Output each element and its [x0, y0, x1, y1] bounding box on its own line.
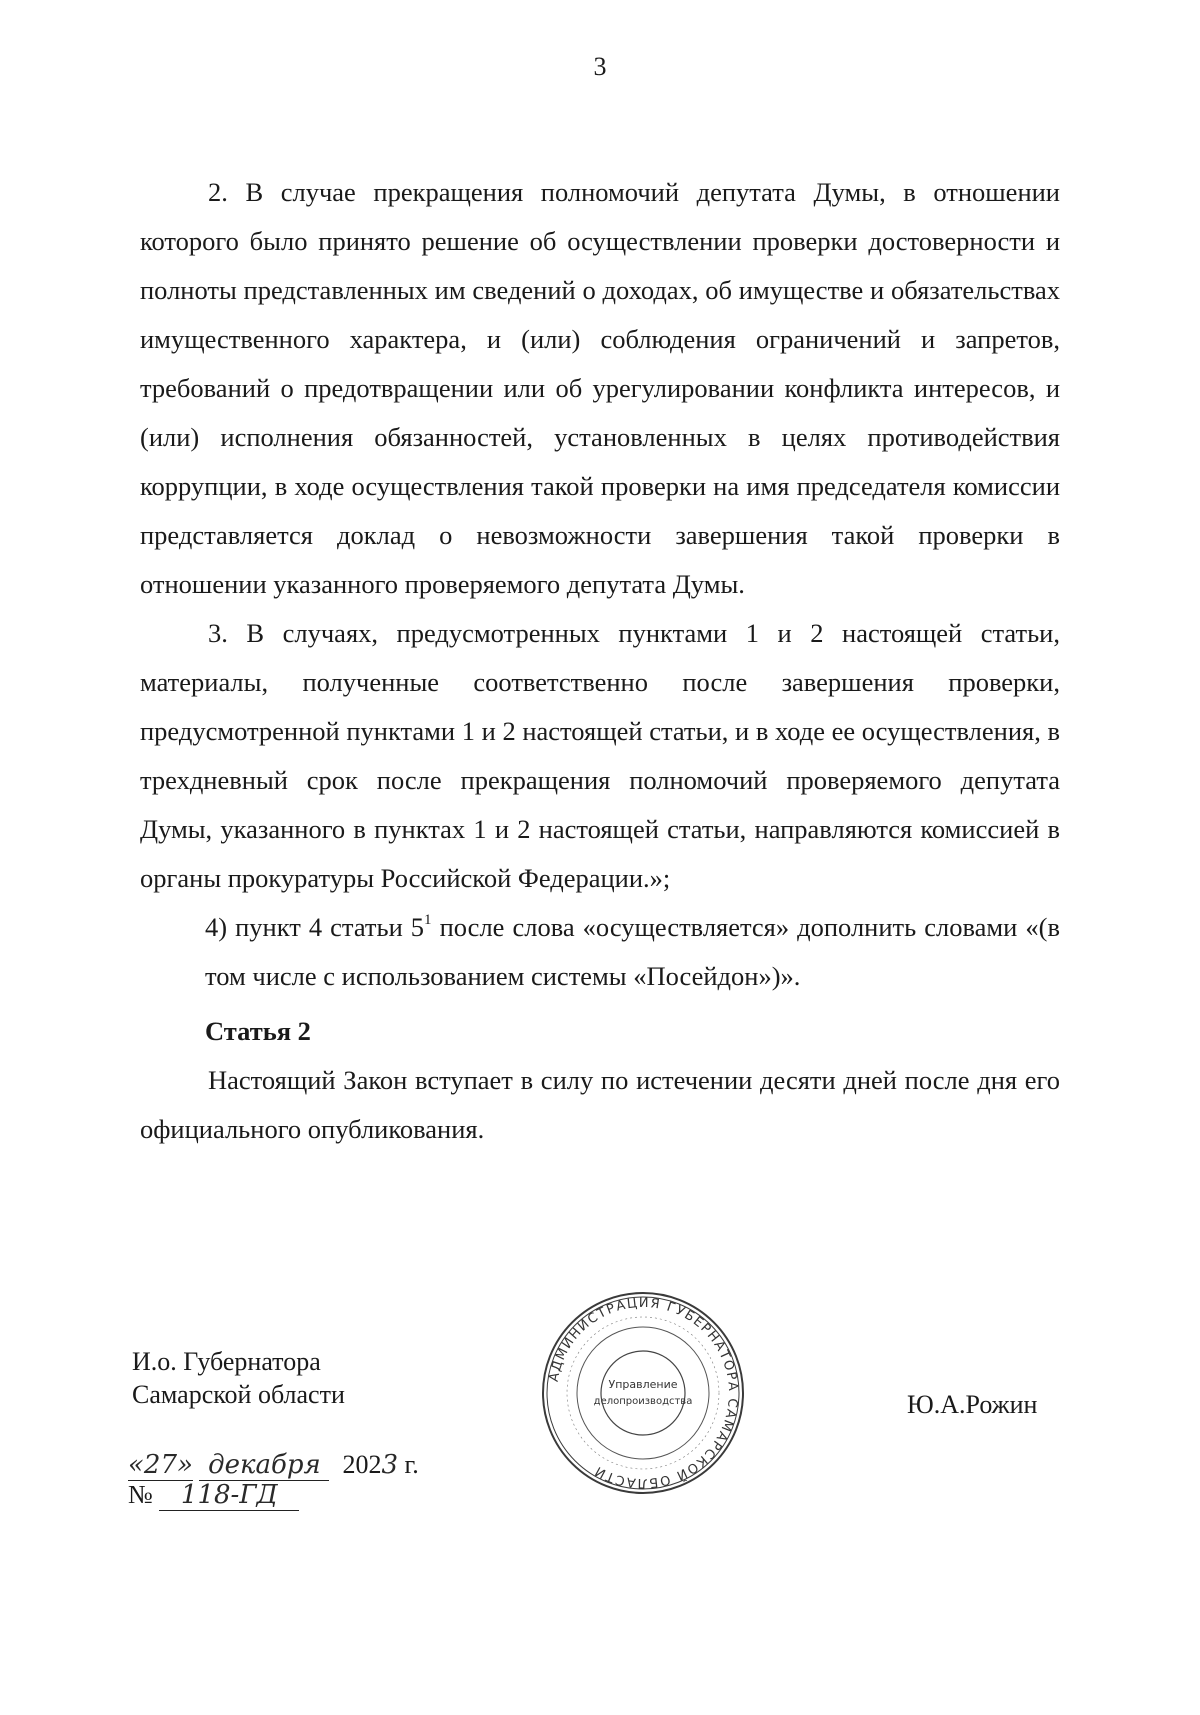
- number-value: 118-ГД: [159, 1480, 299, 1511]
- date-close-quote: »: [177, 1450, 193, 1480]
- article-2-heading: Статья 2: [205, 1016, 311, 1046]
- seal-inner-ring: [601, 1351, 685, 1435]
- date-year-suffix: г.: [397, 1450, 419, 1479]
- article-2-text: Настоящий Закон вступает в силу по истечении десяти дней после дня его официального опубликования.: [140, 1065, 1060, 1144]
- page-number: 3: [593, 52, 607, 81]
- seal-inner-line1: Управление: [608, 1378, 678, 1391]
- official-seal: [538, 1288, 748, 1503]
- date-open-quote: «: [128, 1450, 144, 1480]
- number-sign: №: [128, 1480, 153, 1509]
- document-body: [140, 168, 1060, 1154]
- article-superscript: 1: [424, 912, 432, 929]
- seal-outer-text: АДМИНИСТРАЦИЯ ГУБЕРНАТОРА САМАРСКОЙ ОБЛАСТИ: [546, 1295, 741, 1491]
- paragraph-2: 2. В случае прекращения полномочий депутата Думы, в отношении которого было принято решение об осуществлении проверки достоверности и полноты представленных им сведений о доходах, об имуществе и обязательствах имущественного характера, и (или) соблюдения ограничений и запретов, требований о предотвращении или об урегулировании конфликта интересов, и (или) исполнения обязанностей, установленных в целях противодействия коррупции, в ходе осуществления такой проверки на имя председателя комиссии представляется доклад о невозможности завершения такой проверки в отношении указанного проверяемого депутата Думы.: [140, 177, 1060, 599]
- paragraph-3: 3. В случаях, предусмотренных пунктами 1 и 2 настоящей статьи, материалы, полученные соответственно после завершения проверки, предусмотренной пунктами 1 и 2 настоящей статьи, и в ходе ее осуществления, в трехдневный срок после прекращения полномочий проверяемого депутата Думы, указанного в пунктах 1 и 2 настоящей статьи, направляются комиссией в органы прокуратуры Российской Федерации.»;: [140, 618, 1060, 893]
- seal-inner-line2: делопроизводства: [593, 1396, 693, 1407]
- signatory-title-line1: И.о. Губернатора: [132, 1347, 321, 1376]
- signatory-name: Ю.А.Рожин: [907, 1390, 1038, 1419]
- amendment-4-start: 4) пункт 4 статьи 5: [205, 912, 425, 942]
- amendment-4: [205, 903, 1060, 1001]
- seal-outer-ring: [543, 1293, 743, 1493]
- date-day: 27: [143, 1450, 178, 1480]
- date-year-prefix: 202: [342, 1450, 382, 1479]
- signatory-title-line2: Самарской области: [132, 1380, 345, 1409]
- seal-middle-ring: [577, 1327, 709, 1459]
- amendment-4-end: после слова «осуществляется» дополнить словами «(в том числе с использованием системы «Посейдон»)».: [205, 912, 1060, 991]
- law-number: [128, 1480, 299, 1511]
- date-month: декабря: [199, 1450, 329, 1481]
- signing-date: [128, 1450, 419, 1481]
- seal-image: [538, 1288, 748, 1498]
- seal-micro-text-ring: [567, 1317, 719, 1469]
- date-year-last: 3: [381, 1450, 398, 1480]
- signatory-title: [132, 1345, 345, 1411]
